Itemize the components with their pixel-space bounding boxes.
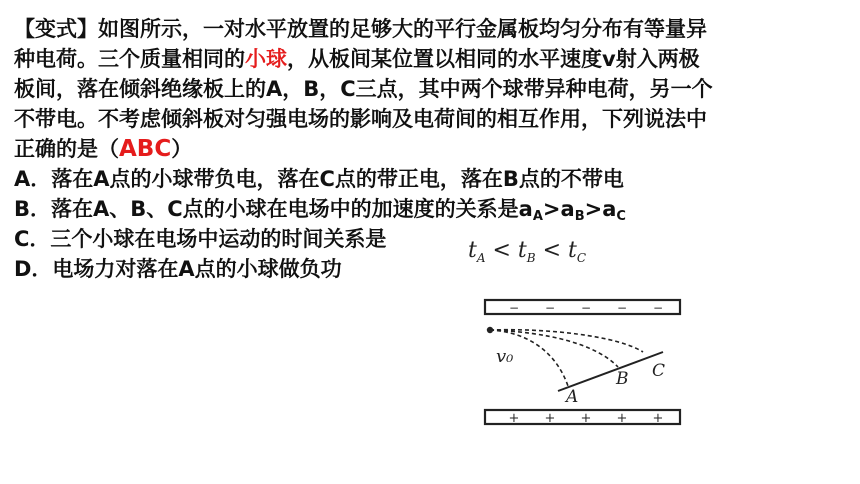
top-plate-sign: − <box>508 301 520 315</box>
bottom-plate-sign: + <box>544 411 556 426</box>
bottom-plate-sign: + <box>580 411 592 426</box>
point-a-label: A <box>566 387 579 407</box>
bottom-plate <box>485 410 680 426</box>
bottom-plate-sign: + <box>508 411 520 426</box>
question-line-4: 不带电。不考虑倾斜板对匀强电场的影响及电荷间的相互作用，下列说法中 <box>14 107 707 131</box>
top-plate-sign: − <box>580 301 592 315</box>
question-text <box>14 14 854 284</box>
option-b-sub-c: C <box>616 209 626 224</box>
highlight-ball: 小球 <box>245 47 287 71</box>
question-line-5-pre: 正确的是（ <box>14 137 119 161</box>
time-sub-b: B <box>526 251 536 265</box>
top-plate-sign: − <box>544 301 556 315</box>
answer-text: ABC <box>119 136 172 162</box>
top-plate-sign: − <box>616 301 628 315</box>
top-plate <box>485 300 680 315</box>
bottom-plate-sign: + <box>652 411 664 426</box>
time-lt-2: < t <box>535 238 577 263</box>
velocity-label: v₀ <box>496 346 514 367</box>
option-b <box>14 194 854 224</box>
time-t1: t <box>468 238 477 263</box>
question-line-5 <box>14 134 854 164</box>
option-a: A．落在A点的小球带负电，落在C点的带正电，落在B点的不带电 <box>14 167 624 191</box>
question-line-1: 【变式】如图所示，一对水平放置的足够大的平行金属板均匀分布有等量异 <box>14 17 707 41</box>
option-b-gt-2: >a <box>584 197 617 221</box>
question-line-3: 板间，落在倾斜绝缘板上的A，B，C三点，其中两个球带异种电荷，另一个 <box>14 77 713 101</box>
option-b-gt-1: >a <box>542 197 575 221</box>
question-line-2 <box>14 44 854 74</box>
time-relation-formula <box>468 238 586 263</box>
question-line-5-post: ） <box>171 137 193 161</box>
top-plate-sign: − <box>652 301 664 315</box>
inclined-board <box>558 352 666 391</box>
question-line-2-post: ，从板间某位置以相同的水平速度v射入两极 <box>287 47 700 71</box>
option-b-sub-b: B <box>574 209 585 224</box>
point-c-label: C <box>652 361 666 381</box>
option-b-sub-a: A <box>532 209 543 224</box>
time-lt-1: < t <box>485 238 527 263</box>
question-line-2-pre: 种电荷。三个质量相同的 <box>14 47 245 71</box>
option-c: C．三个小球在电场中运动的时间关系是 <box>14 227 387 251</box>
time-sub-a: A <box>476 251 486 265</box>
physics-diagram <box>478 292 688 442</box>
option-b-text: B．落在A、B、C点的小球在电场中的加速度的关系是a <box>14 197 533 221</box>
bottom-plate-sign: + <box>616 411 628 426</box>
point-b-label: B <box>616 369 629 389</box>
option-d: D．电场力对落在A点的小球做负功 <box>14 257 342 281</box>
time-sub-c: C <box>576 251 587 265</box>
